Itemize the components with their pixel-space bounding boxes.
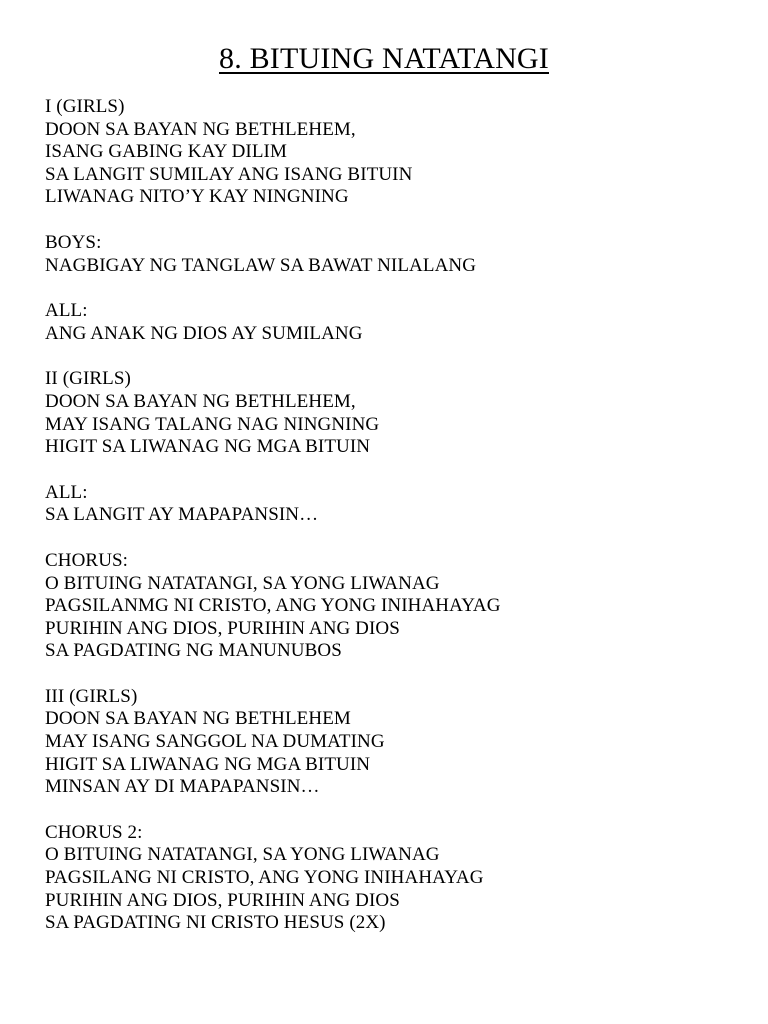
verse-3-block xyxy=(45,686,745,799)
section-heading: III (GIRLS) xyxy=(45,685,138,707)
lyric-line: HIGIT SA LIWANAG NG MGA BITUIN xyxy=(45,753,371,775)
all-block-1 xyxy=(45,300,745,345)
boys-block xyxy=(45,232,745,277)
lyric-line: SA PAGDATING NG MANUNUBOS xyxy=(45,640,342,662)
lyric-line: SA LANGIT SUMILAY ANG ISANG BITUIN xyxy=(45,163,413,185)
lyric-line: NAGBIGAY NG TANGLAW SA BAWAT NILALANG xyxy=(45,254,477,276)
lyric-line: SA PAGDATING NI CRISTO HESUS (2X) xyxy=(45,912,386,934)
lyrics-body xyxy=(45,96,745,958)
lyric-line: DOON SA BAYAN NG BETHLEHEM, xyxy=(45,118,356,140)
section-heading: CHORUS 2: xyxy=(45,821,143,843)
page-title: 8. BITUING NATATANGI xyxy=(219,42,549,75)
lyric-line: PAGSILANMG NI CRISTO, ANG YONG INIHAHAYAG xyxy=(45,595,501,617)
section-heading: CHORUS: xyxy=(45,549,129,571)
lyric-line: ISANG GABING KAY DILIM xyxy=(45,141,287,163)
section-heading: I (GIRLS) xyxy=(45,96,125,117)
all-block-2 xyxy=(45,482,745,527)
chorus-block xyxy=(45,550,745,663)
section-heading: ALL: xyxy=(45,481,88,503)
chorus-2-block xyxy=(45,822,745,935)
lyric-line: HIGIT SA LIWANAG NG MGA BITUIN xyxy=(45,436,371,458)
lyric-line: DOON SA BAYAN NG BETHLEHEM xyxy=(45,708,351,730)
lyric-line: O BITUING NATATANGI, SA YONG LIWANAG xyxy=(45,844,440,866)
lyric-line: MAY ISANG SANGGOL NA DUMATING xyxy=(45,731,385,753)
lyric-line: O BITUING NATATANGI, SA YONG LIWANAG xyxy=(45,572,440,594)
verse-2-block xyxy=(45,368,745,458)
verse-1-block xyxy=(45,96,745,209)
section-heading: ALL: xyxy=(45,300,88,322)
lyric-line: MINSAN AY DI MAPAPANSIN… xyxy=(45,776,320,798)
lyric-line: PAGSILANG NI CRISTO, ANG YONG INIHAHAYAG xyxy=(45,867,484,889)
lyric-line: DOON SA BAYAN NG BETHLEHEM, xyxy=(45,390,356,412)
lyric-line: LIWANAG NITO’Y KAY NINGNING xyxy=(45,186,349,208)
section-heading: II (GIRLS) xyxy=(45,368,131,390)
lyric-line: PURIHIN ANG DIOS, PURIHIN ANG DIOS xyxy=(45,617,400,639)
lyric-line: ANG ANAK NG DIOS AY SUMILANG xyxy=(45,322,363,344)
lyric-line: PURIHIN ANG DIOS, PURIHIN ANG DIOS xyxy=(45,889,400,911)
lyric-line: SA LANGIT AY MAPAPANSIN… xyxy=(45,504,319,526)
section-heading: BOYS: xyxy=(45,231,102,253)
lyric-line: MAY ISANG TALANG NAG NINGNING xyxy=(45,413,380,435)
